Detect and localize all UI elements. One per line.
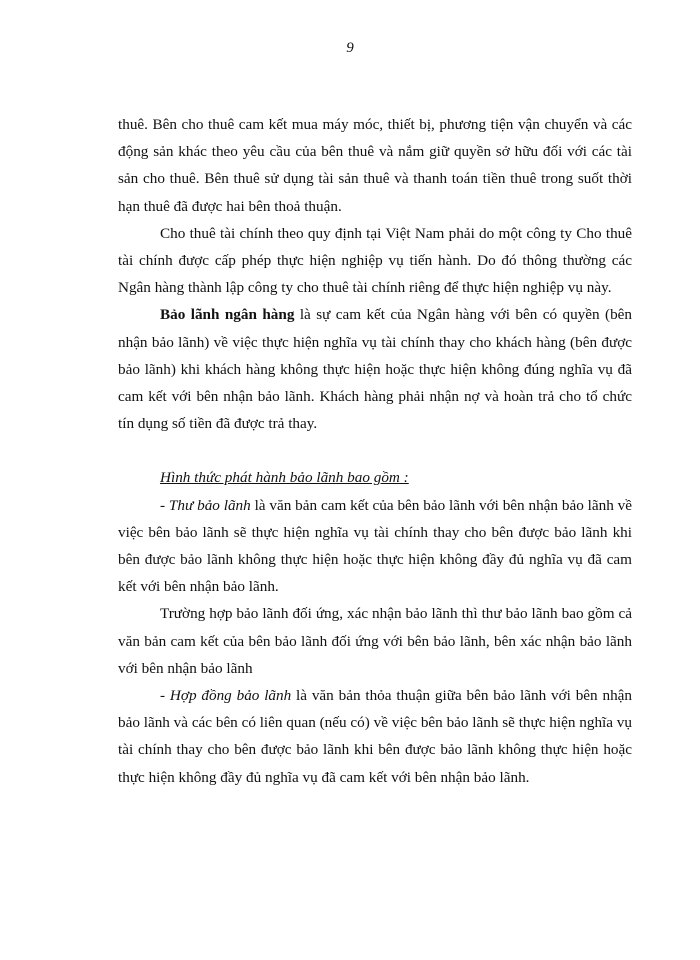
list-dash: - [160,496,169,514]
paragraph-financial-leasing: Cho thuê tài chính theo quy định tại Việt Nam phải do một công ty Cho thuê tài chính được cấp phép thực hiện nghiệp vụ tiến hành. Do đó thông thường các Ngân hàng thành lập công ty cho thuê tài chính riêng để thực hiện nghiệp vụ này. [118,224,632,297]
paragraph-leasing-continued: thuê. Bên cho thuê cam kết mua máy móc, thiết bị, phương tiện vận chuyển và các động sản khác theo yêu cầu của bên thuê và nắm giữ quyền sở hữu đối với các tài sản cho thuê. Bên thuê sử dụng tài sản thuê và thanh toán tiền thuê trong suốt thời hạn thuê đã được hai bên thoả thuận. [118,116,632,215]
term-guarantee-letter: Thư bảo lãnh [168,496,251,514]
paragraph-counter-guarantee: Trường hợp bảo lãnh đối ứng, xác nhận bảo lãnh thì thư bảo lãnh bao gồm cả văn bản cam kết của bên bảo lãnh đối ứng với bên bảo lãnh, bên xác nhận bảo lãnh với bên nhận bảo lãnh [118,605,632,677]
guarantee-contract-definition: là văn bản thỏa thuận giữa bên bảo lãnh với bên nhận bảo lãnh và các bên có liên quan (nếu có) về việc bên bảo lãnh sẽ thực hiện nghĩa vụ tài chính thay cho bên được bảo lãnh khi bên được bảo lãnh không thực hiện hoặc thực hiện không đầy đủ nghĩa vụ đã cam kết với bên nhận bảo lãnh. [118,687,632,786]
heading-guarantee-forms: Hình thức phát hành bảo lãnh bao gồm : [160,469,409,487]
term-guarantee-contract: Hợp đồng bảo lãnh [169,687,292,705]
paragraph-guarantee-contract [118,682,632,791]
paragraph-bank-guarantee [118,301,632,437]
guarantee-letter-definition: là văn bản cam kết của bên bảo lãnh với bên nhận bảo lãnh về việc bên bảo lãnh sẽ thực hiện nghĩa vụ tài chính thay cho bên được bảo lãnh khi bên được bảo lãnh không thực hiện hoặc thực hiện không đầy đủ nghĩa vụ đã cam kết với bên nhận bảo lãnh. [118,496,632,596]
paragraph-guarantee-letter [118,492,632,601]
bank-guarantee-definition: là sự cam kết của Ngân hàng với bên có quyền (bên nhận bảo lãnh) về việc thực hiện nghĩa vụ tài chính thay cho khách hàng (bên được bảo lãnh) khi khách hàng không thực hiện hoặc thực hiện không đúng nghĩa vụ đã cam kết với bên nhận bảo lãnh. Khách hàng phải nhận nợ và hoàn trả cho tổ chức tín dụng số tiền đã được trả thay. [118,306,633,433]
document-body [118,111,632,791]
page-number: 9 [346,40,354,56]
term-bank-guarantee: Bảo lãnh ngân hàng [160,306,295,324]
section-heading [118,464,632,491]
list-dash: - [160,687,170,705]
